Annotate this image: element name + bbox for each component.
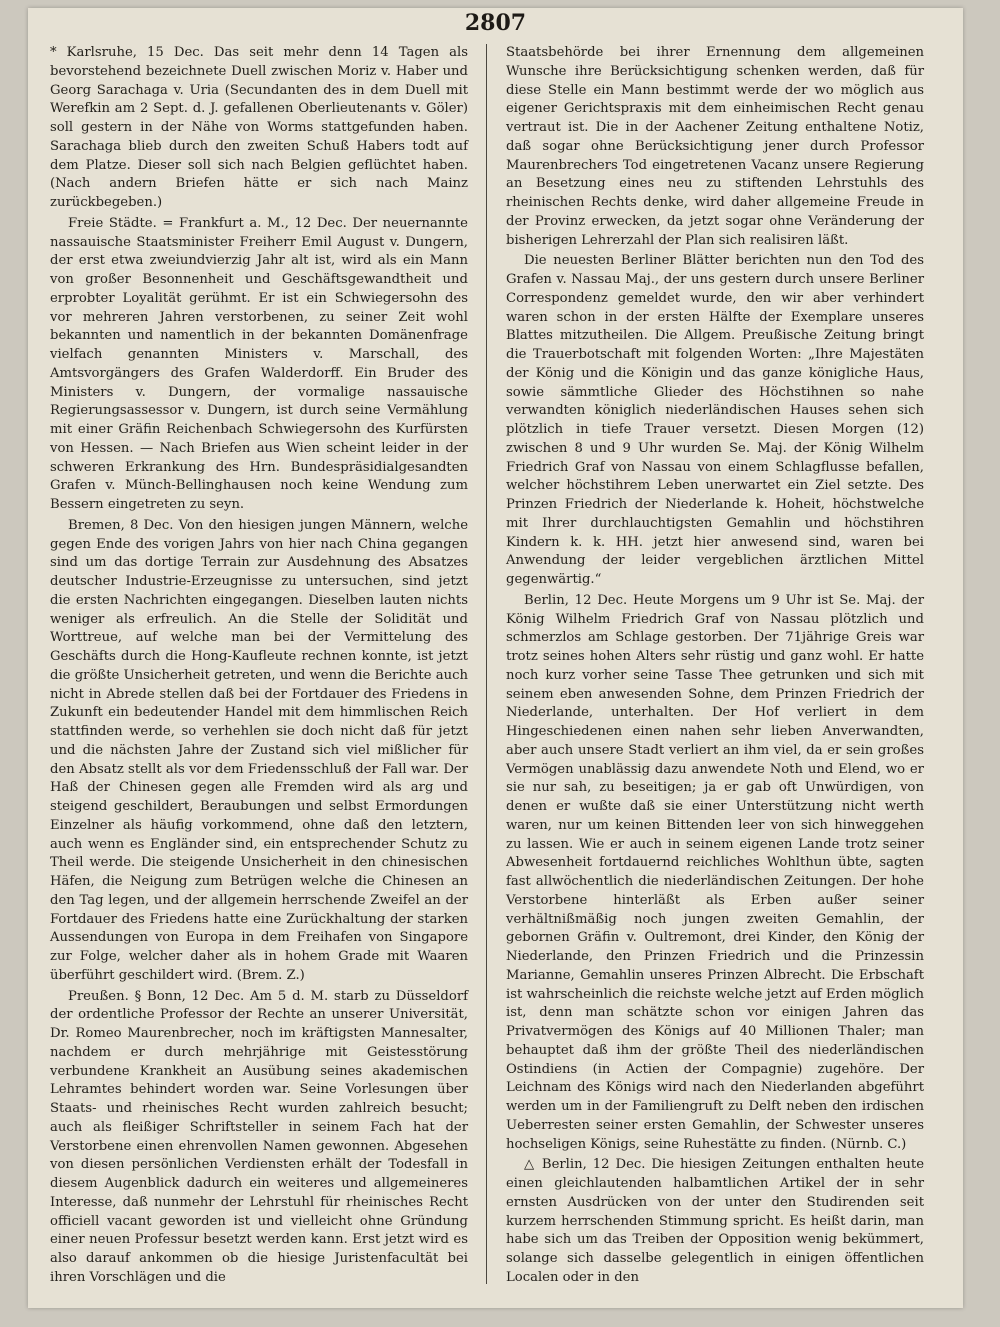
article-berlin-death: Berlin, 12 Dec. Heute Morgens um 9 Uhr ist Se. Maj. der König Wilhelm Friedrich Graf von Nassau plötzlich und schmerzlos am Schlage gestorben. Der 71jährige Greis war trotz seines hohen Alters sehr rüstig und ganz wohl. Er hatte noch kurz vorher seine Tasse Thee getrunken und sich mit seinem eben anwesenden Sohne, dem Prinzen Friedrich der Niederlande, unterhalten. Der Hof verliert in dem Hingeschiedenen einen nahen sehr lieben Anverwandten, aber auch unsere Stadt verliert an ihm viel, da er sein großes Vermögen unablässig dazu anwendete Noth und Elend, wo er sie nur sah, zu beseitigen; ja er gab oft Unwürdigen, von denen er wußte daß sie einer Unterstützung nicht werth waren, nur um keinen Bittenden leer von sich hinweggehen zu lassen. Wie er auch in seinem eigenen Lande trotz seiner Abwesenheit fortdauernd reichliches Wohlthun übte, sagten fast allwöchentlich die niederländischen Zeitungen. Der hohe Verstorbene hinterläßt als Erben außer seiner verhältnißmäßig noch jungen zweiten Gemahlin, der gebornen Gräfin v. Oultremont, drei Kinder, den König der Niederlande, den Prinzen Friedrich und die Prinzessin Marianne, Gemahlin unseres Prinzen Albrecht. Die Erbschaft ist wahrscheinlich die reichste welche jetzt auf Erden möglich ist, denn man schätzte schon vor einigen Jahren das Privatvermögen des Königs auf 40 Millionen Thaler; man behauptet daß ihm der größte Theil des niederländischen Ostindiens (in Actien der Compagnie) zugehöre. Der Leichnam des Königs wird nach den Niederlanden abgeführt werden um in der Familiengruft zu Delft neben den irdischen Ueberresten seiner ersten Gemahlin, der Schwester unseres hochseligen Königs, seine Ruhestätte zu finden. (Nürnb. C.) xyxy=(506,592,924,1152)
right-column xyxy=(506,44,924,1290)
page-number: 2807 xyxy=(464,10,527,36)
article-bonn-continued: Staatsbehörde bei ihrer Ernennung dem allgemeinen Wunsche ihre Berücksichtigung schenken werden, daß für diese Stelle ein Mann bestimmt werde der wo möglich aus eigener Gerichtspraxis mit dem einheimischen Recht genau vertraut ist. Die in der Aachener Zeitung enthaltene Notiz, daß sogar ohne Berücksichtigung jener durch Professor Maurenbrechers Tod eingetretenen Vacanz unsere Regierung an Besetzung eines neu zu stiftenden Lehrstuhls des rheinischen Rechts denke, wird daher allgemeine Freude in der Provinz erwecken, da jetzt sogar ohne Veränderung der bisherigen Lehrerzahl der Plan sich realisiren läßt. xyxy=(506,45,924,248)
article-frankfurt: Freie Städte. = Frankfurt a. M., 12 Dec. Der neuernannte nassauische Staatsminister Freiherr Emil August v. Dungern, der erst etwa zweiundvierzig Jahr alt ist, wird als ein Mann von großer Besonnenheit und Geschäftsgewandtheit und erprobter Loyalität gerühmt. Er ist ein Schwiegersohn des vor mehreren Jahren verstorbenen, zu seiner Zeit wohl bekannten und namentlich in der bekannten Domänenfrage vielfach genannten Ministers v. Marschall, des Amtsvorgängers des Grafen Walderdorff. Ein Bruder des Ministers v. Dungern, der vormalige nassauische Regierungsassessor v. Dungern, ist durch seine Vermählung mit einer Gräfin Reichenbach Schwiegersohn des Kurfürsten von Hessen. — Nach Briefen aus Wien scheint leider in der schweren Erkrankung des Hrn. Bundespräsidialgesandten Grafen v. Münch-Bellinghausen noch keine Wendung zum Bessern eingetreten zu seyn. xyxy=(50,215,468,512)
article-karlsruhe: * Karlsruhe, 15 Dec. Das seit mehr denn 14 Tagen als bevorstehend bezeichnete Duell zwischen Moriz v. Haber und Georg Sarachaga v. Uria (Secundanten des in dem Duell mit Werefkin am 2 Sept. d. J. gefallenen Oberlieutenants v. Göler) soll gestern in der Nähe von Worms stattgefunden haben. Sarachaga blieb durch den zweiten Schuß Habers todt auf dem Platze. Dieser soll sich nach Belgien geflüchtet haben. (Nach andern Briefen hätte er sich nach Mainz zurückbegeben.) xyxy=(50,45,468,210)
article-bonn: Preußen. § Bonn, 12 Dec. Am 5 d. M. starb zu Düsseldorf der ordentliche Professor der Rechte an unserer Universität, Dr. Romeo Maurenbrecher, noch im kräftigsten Mannesalter, nachdem er durch mehrjährige mit Geistesstörung verbundene Krankheit an Ausübung seines akademischen Lehramtes behindert worden war. Seine Vorlesungen über Staats- und rheinisches Recht wurden zahlreich besucht; auch als fleißiger Schriftsteller in seinem Fach hat der Verstorbene einen ehrenvollen Namen gewonnen. Abgesehen von diesen persönlichen Verdiensten erhält der Todesfall in diesem Augenblick dadurch ein weiteres und allgemeineres Interesse, daß nunmehr der Lehrstuhl für rheinisches Recht officiell vacant geworden ist und vielleicht ohne Gründung einer neuen Professur besetzt werden kann. Erst jetzt wird es also darauf ankommen ob die hiesige Juristenfacultät bei ihren Vorschlägen und die xyxy=(50,988,468,1285)
article-berlin-students: △ Berlin, 12 Dec. Die hiesigen Zeitungen enthalten heute einen gleichlautenden halbamtlichen Artikel der in sehr ernsten Ausdrücken von der unter den Studirenden seit kurzem herrschenden Stimmung spricht. Es heißt darin, man habe sich um das Treiben der Opposition wenig bekümmert, solange sich dasselbe gelegentlich in einigen öffentlichen Localen oder in den xyxy=(506,1157,924,1285)
left-column xyxy=(50,44,468,1290)
article-berliner-blaetter: Die neuesten Berliner Blätter berichten nun den Tod des Grafen v. Nassau Maj., der uns gestern durch unsere Berliner Correspondenz gemeldet wurde, den wir aber verhindert waren schon in der ersten Hälfte der Exemplare unseres Blattes mitzutheilen. Die Allgem. Preußische Zeitung bringt die Trauerbotschaft mit folgenden Worten: „Ihre Majestäten der König und die Königin und das ganze königliche Haus, sowie sämmtliche Glieder des Höchstihnen so nahe verwandten königlich niederländischen Hauses sehen sich plötzlich in tiefe Trauer versetzt. Diesen Morgen (12) zwischen 8 und 9 Uhr wurden Se. Maj. der König Wilhelm Friedrich Graf von Nassau von einem Schlagflusse befallen, welcher höchstihrem Leben unerwartet ein Ziel setzte. Des Prinzen Friedrich der Niederlande k. Hoheit, höchstwelche mit Ihrer durchlauchtigsten Gemahlin und höchstihren Kindern k. k. HH. jetzt hier anwesend sind, waren bei Anwendung der leider vergeblichen ärztlichen Mittel gegenwärtig.“ xyxy=(506,253,924,587)
newspaper-page xyxy=(28,8,963,1308)
column-divider xyxy=(486,44,487,1284)
article-bremen: Bremen, 8 Dec. Von den hiesigen jungen Männern, welche gegen Ende des vorigen Jahrs von hier nach China gegangen sind um das dortige Terrain zur Ausdehnung des Absatzes deutscher Industrie-Erzeugnisse zu untersuchen, sind jetzt die ersten Nachrichten eingegangen. Dieselben lauten nichts weniger als erfreulich. An die Stelle der Solidität und Worttreue, auf welche man bei der Vermittelung des Geschäfts durch die Hong-Kaufleute rechnen konnte, ist jetzt die größte Unsicherheit getreten, und wenn die Berichte auch nicht in Abrede stellen daß bei der Fortdauer des Friedens in Zukunft ein bedeutender Handel mit dem himmlischen Reich stattfinden werde, so verhehlen sie doch nicht daß für jetzt und die nächsten Jahre der Zustand sich viel mißlicher für den Absatz stellt als vor dem Friedensschluß der Fall war. Der Haß der Chinesen gegen alle Fremden wird als arg und steigend geschildert, Beraubungen und selbst Ermordungen Einzelner als häufig vorkommend, ohne daß den letztern, auch wenn es Engländer sind, ein entsprechender Schutz zu Theil werde. Die steigende Unsicherheit in den chinesischen Häfen, die Neigung zum Betrügen welche die Chinesen an den Tag legen, und der allgemein herrschende Zweifel an der Fortdauer des Friedens hatte eine Zurückhaltung der starken Aussendungen von Europa in dem Freihafen von Singapore zur Folge, welcher daher als in hohem Grade mit Waaren überführt geschildert wird. (Brem. Z.) xyxy=(50,517,468,983)
